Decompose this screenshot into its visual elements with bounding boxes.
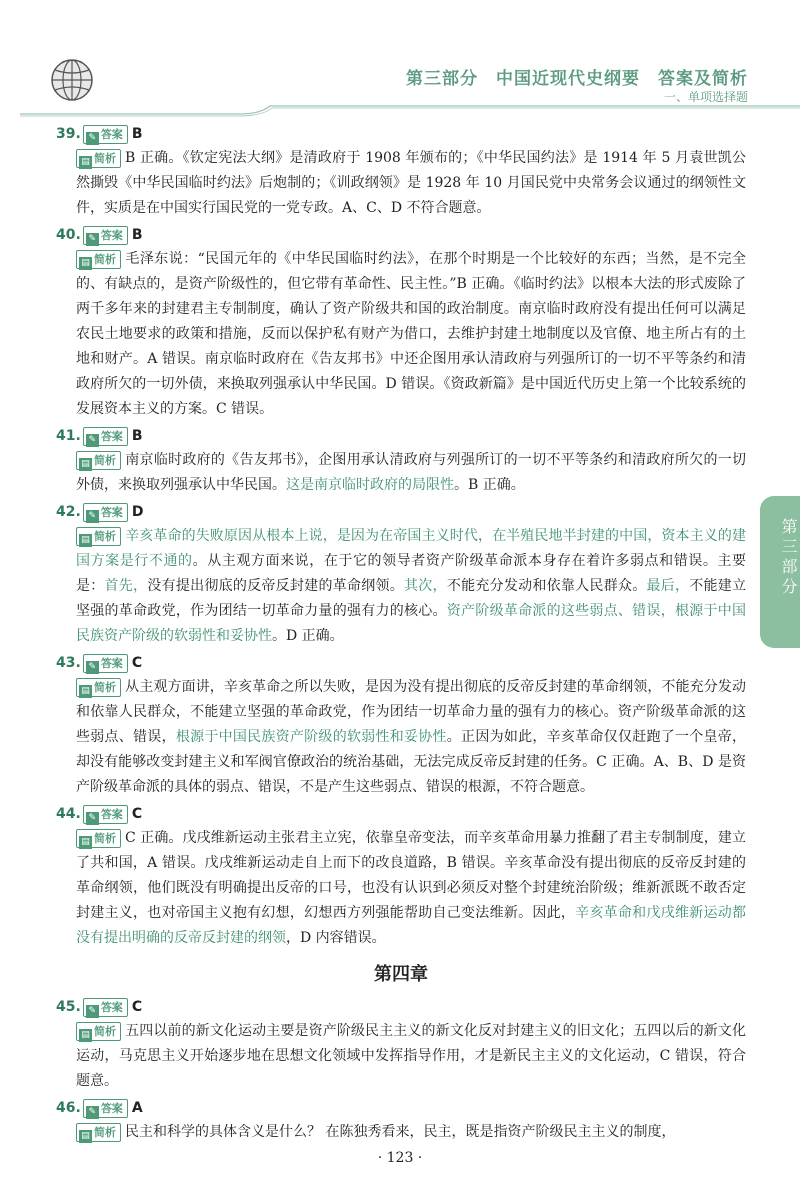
question-43-answer [56,651,746,675]
analysis-tag: ▤ 简析 [76,149,121,168]
question-number: 39. [56,126,81,142]
answer-letter: C [131,806,143,822]
analysis-tag: ▤ 简析 [76,1022,121,1041]
analysis-tag: ▤ 简析 [76,678,121,697]
question-42-analysis: ▤ 简析 辛亥革命的失败原因从根本上说，是因为在帝国主义时代，在半殖民地半封建的中国，资本主义的建国方案是行不通的。从主观方面来说，在于它的领导者资产阶级革命派本身存在着许多弱点和错误。主要是：首先，没有提出彻底的反帝反封建的革命纲领。其次，不能充分发动和依靠人民群众。最后，不能建立坚强的革命政党，作为团结一切革命力量的强有力的核心。资产阶级革命派的这些弱点、错误，根源于中国民族资产阶级的软弱性和妥协性。D 正确。 [76,528,747,644]
page-header [0,0,800,120]
answer-list [56,120,746,1147]
answer-letter: C [131,999,143,1015]
pencil-icon: ✎ [86,434,99,447]
pencil-icon: ✎ [86,233,99,246]
answer-tag: ✎ 答案 [83,998,128,1017]
highlight-text: 辛亥革命的失败原因从根本上说，是因为在帝国主义时代，在半殖民地半封建的中国，资本主义的建国方案是行不通的 [76,528,746,569]
question-number: 40. [56,227,81,243]
question-number: 43. [56,655,81,671]
answer-letter: D [131,504,144,520]
question-45-analysis: ▤ 简析 五四以前的新文化运动主要是资产阶级民主主义的新文化反对封建主义的旧文化；五四以后的新文化运动，马克思主义开始逐步地在思想文化领域中发挥指导作用，才是新民主主义的文化运动，C 错误，符合题意。 [76,1023,746,1089]
question-42-answer [56,500,746,524]
side-tab-label: 第三部分 [779,518,798,598]
question-41-analysis: ▤ 简析 南京临时政府的《告友邦书》，企图用承认清政府与列强所订的一切不平等条约和清政府所欠的一切外债，来换取列强承认中华民国。这是南京临时政府的局限性。B 正确。 [76,452,746,493]
highlight-text: 根源于中国民族资产阶级的软弱性和妥协性 [175,729,447,745]
question-39-analysis: ▤ 简析 B 正确。《钦定宪法大纲》是清政府于 1908 年颁布的；《中华民国约法》是 1914 年 5 月袁世凯公然撕毁《中华民国临时约法》后炮制的；《训政纲领》是 1928 年 10 月国民党中央常务会议通过的纲领性文件，实质是在中国实行国民党的一党专政。A、C、D 不符合题意。 [76,150,746,216]
question-number: 44. [56,806,81,822]
question-44-analysis: ▤ 简析 C 正确。戊戌维新运动主张君主立宪，依靠皇帝变法，而辛亥革命用暴力推翻了君主专制制度，建立了共和国，A 错误。戊戌维新运动走自上而下的改良道路，B 错误。辛亥革命没有提出彻底的反帝反封建的革命纲领，他们既没有明确提出反帝的口号，也没有认识到必须反对整个封建统治阶级；维新派既不敢否定封建主义，也对帝国主义抱有幻想，幻想西方列强能帮助自己变法维新。因此，辛亥革命和戊戌维新运动都没有提出明确的反帝反封建的纲领，D 内容错误。 [76,830,747,946]
answer-tag: ✎ 答案 [83,427,128,446]
question-44-answer [56,802,746,826]
header-divider [0,104,800,118]
question-41-answer [56,424,746,448]
question-39-answer [56,122,746,146]
pencil-icon: ✎ [86,510,99,523]
answer-letter: B [131,428,143,444]
highlight-text: 首先， [104,578,148,594]
analysis-tag: ▤ 简析 [76,250,121,269]
question-46-answer [56,1096,746,1120]
answer-tag: ✎ 答案 [83,1099,128,1118]
pencil-icon: ✎ [86,1005,99,1018]
book-icon: ▤ [79,836,92,849]
section-side-tab [760,496,800,648]
highlight-text: 资产阶级革命派的这些弱点、错误，根源于中国民族资产阶级的软弱性和妥协性 [76,603,746,644]
highlight-text: 辛亥革命和戊戌维新运动都没有提出明确的反帝反封建的纲领 [76,905,747,946]
book-icon: ▤ [79,1130,92,1143]
pencil-icon: ✎ [86,1106,99,1119]
analysis-tag: ▤ 简析 [76,451,121,470]
book-icon: ▤ [79,257,92,270]
answer-tag: ✎ 答案 [83,654,128,673]
answer-tag: ✎ 答案 [83,805,128,824]
question-number: 41. [56,428,81,444]
analysis-tag: ▤ 简析 [76,527,121,546]
question-number: 46. [56,1100,81,1116]
pencil-icon: ✎ [86,812,99,825]
page-number: · 123 · [377,1150,423,1166]
answer-tag: ✎ 答案 [83,226,128,245]
answer-tag: ✎ 答案 [83,125,128,144]
pencil-icon: ✎ [86,661,99,674]
header-title: 第三部分 中国近现代史纲要 答案及简析 [406,69,748,89]
book-icon: ▤ [79,1029,92,1042]
question-45-answer [56,995,746,1019]
analysis-tag: ▤ 简析 [76,1123,121,1142]
highlight-text: 其次， [404,578,447,594]
question-number: 42. [56,504,81,520]
answer-letter: B [131,227,143,243]
book-icon: ▤ [79,534,92,547]
book-icon: ▤ [79,458,92,471]
answer-letter: A [131,1100,143,1116]
answer-letter: B [131,126,143,142]
question-40-answer [56,223,746,247]
highlight-text: 这是南京临时政府的局限性 [286,477,454,493]
pencil-icon: ✎ [86,132,99,145]
highlight-text: 最后， [646,578,690,594]
chapter-heading: 第四章 [374,964,428,985]
question-number: 45. [56,999,81,1015]
analysis-tag: ▤ 简析 [76,829,121,848]
book-icon: ▤ [79,156,92,169]
globe-icon [50,58,94,102]
answer-tag: ✎ 答案 [83,503,128,522]
question-43-analysis: ▤ 简析 从主观方面讲，辛亥革命之所以失败，是因为没有提出彻底的反帝反封建的革命纲领，不能充分发动和依靠人民群众，不能建立坚强的革命政党，作为团结一切革命力量的强有力的核心。资产阶级革命派的这些弱点、错误，根源于中国民族资产阶级的软弱性和妥协性。正因为如此，辛亥革命仅仅赶跑了一个皇帝，却没有能够改变封建主义和军阀官僚政治的统治基础，无法完成反帝反封建的任务。C 正确。A、B、D 是资产阶级革命派的具体的弱点、错误，不是产生这些弱点、错误的根源，不符合题意。 [76,679,747,795]
header-subtitle: 一、单项选择题 [663,90,748,104]
question-40-analysis: ▤ 简析 毛泽东说：“民国元年的《中华民国临时约法》，在那个时期是一个比较好的东西；当然，是不完全的、有缺点的，是资产阶级性的，但它带有革命性、民主性。”B 正确。《临时约法》以根本大法的形式废除了两千多年来的封建君主专制制度，确认了资产阶级共和国的政治制度。南京临时政府没有提出任何可以满足农民土地要求的政策和措施，反而以保护私有财产为借口，去维护封建土地制度以及官僚、地主所占有的土地和财产。A 错误。南京临时政府在《告友邦书》中还企图用承认清政府与列强所订的一切不平等条约和清政府所欠的一切外债，来换取列强承认中华民国。D 错误。《资政新篇》是中国近代历史上第一个比较系统的发展资本主义的方案。C 错误。 [76,251,746,417]
book-icon: ▤ [79,685,92,698]
question-46-analysis: ▤ 简析 民主和科学的具体含义是什么？ 在陈独秀看来，民主，既是指资产阶级民主主义的制度， [76,1120,746,1145]
answer-letter: C [131,655,143,671]
